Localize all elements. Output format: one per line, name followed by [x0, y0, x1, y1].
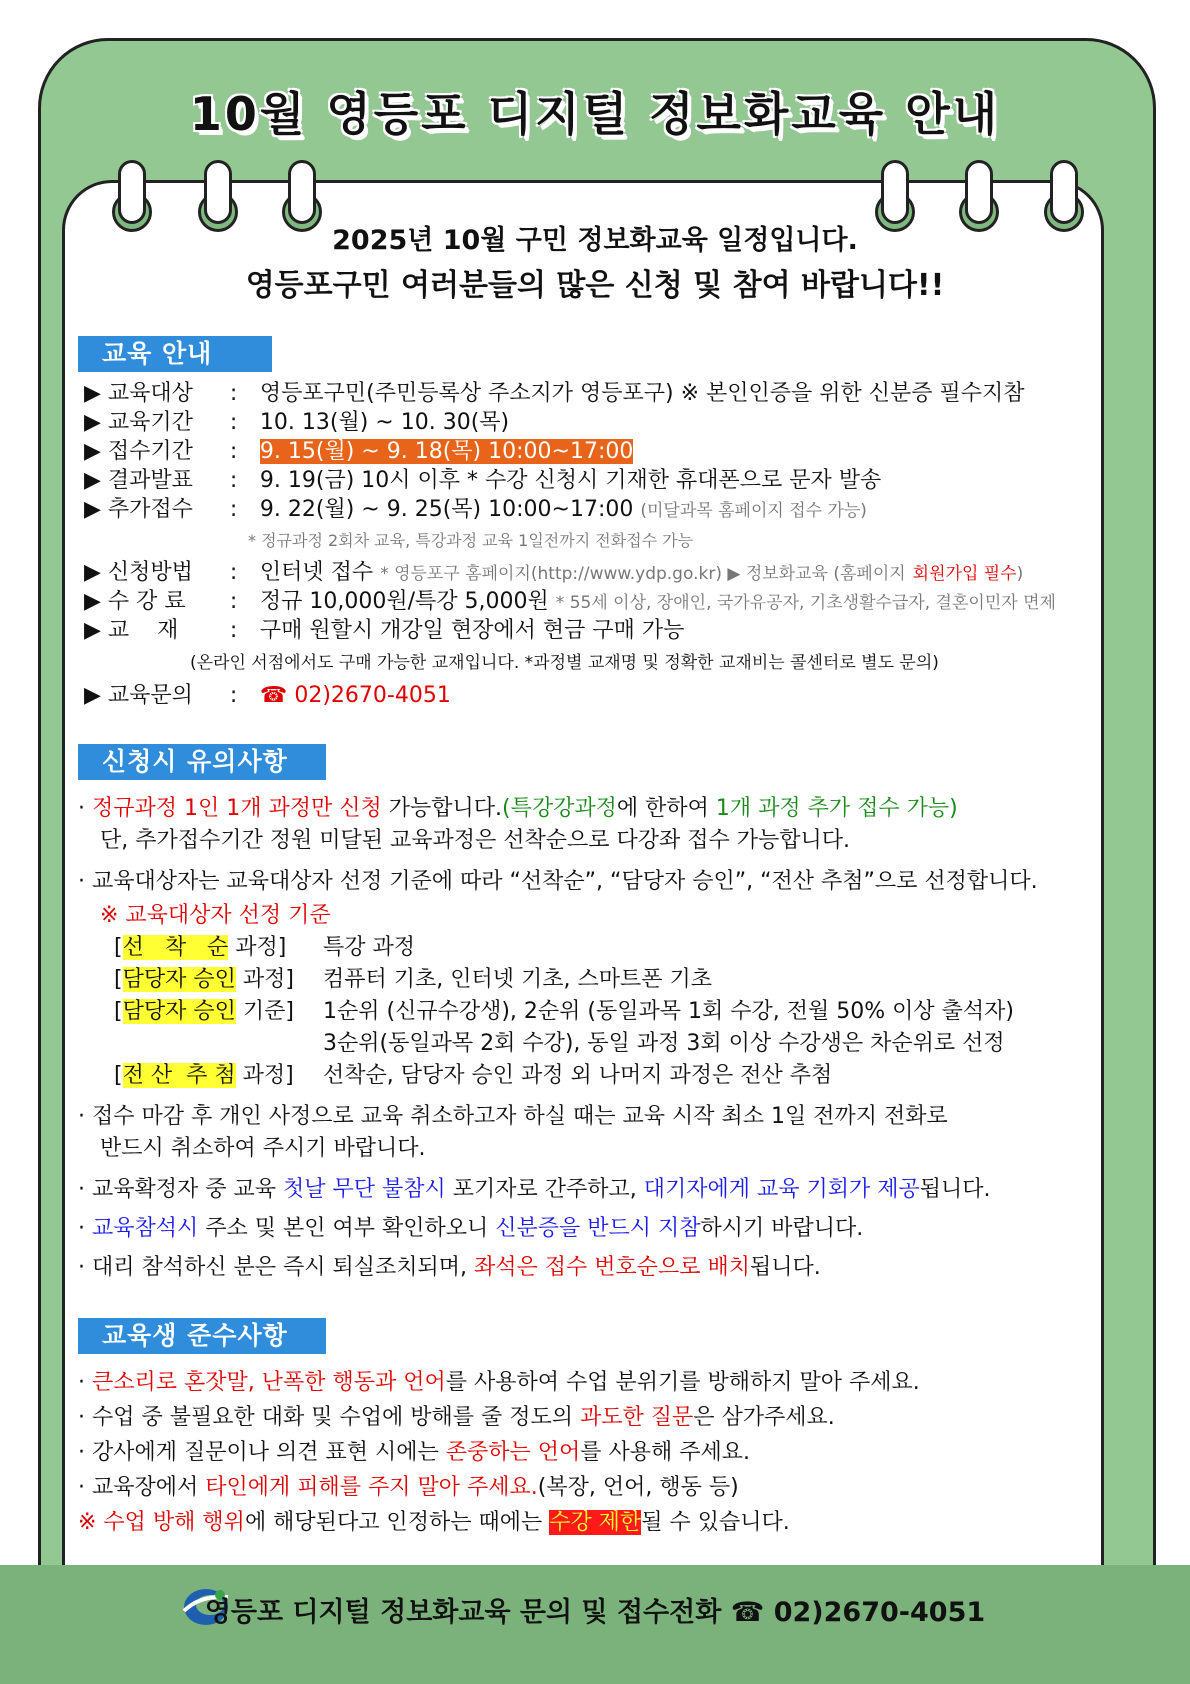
info-label: 접수기간: [107, 439, 193, 464]
info-note-book: (온라인 서점에서도 구매 가능한 교재입니다. *과정별 교재명 및 정확한 교재비는 콜센터로 별도 문의): [190, 653, 939, 673]
criteria-title: ※ 교육대상자 선정 기준: [100, 903, 331, 928]
info-label: 교 재: [107, 618, 179, 643]
criteria-row: [담당자 승인 기준]: [114, 999, 294, 1024]
binder-ring: [288, 160, 316, 224]
intro-line-1: 2025년 10월 구민 정보화교육 일정입니다.: [332, 225, 858, 256]
info-note: (미달과목 홈페이지 접수 가능): [640, 501, 867, 521]
info-value: 영등포구민(주민등록상 주소지가 영등포구) ※ 본인인증을 위한 신분증 필수지참: [259, 381, 1025, 406]
criteria-value: 선착순, 담당자 승인 과정 외 나머지 과정은 전산 추첨: [323, 1063, 833, 1088]
info-value: 정규 10,000원/특강 5,000원: [259, 589, 549, 614]
criteria-row: [전 산 추 첨 과정]: [114, 1063, 294, 1088]
caution-1: · 정규과정 1인 1개 과정만 신청 가능합니다.(특강강과정에 한하여 1개 과정 추가 접수 가능): [78, 796, 958, 821]
criteria-value: 특강 과정: [323, 935, 416, 960]
restriction-highlight: 수강 제한: [549, 1510, 642, 1535]
binder-ring: [118, 160, 146, 224]
info-row-target: ▶ 교육대상 : 영등포구민(주민등록상 주소지가 영등포구) ※ 본인인증을 위한 신분증 필수지참: [84, 381, 1025, 406]
info-row-contact: ▶ 교육문의 : ☎ 02)2670-4051: [84, 683, 451, 708]
criteria-row: [선 착 순 과정]: [114, 935, 287, 960]
info-value: 구매 원할시 개강일 현장에서 현금 구매 가능: [259, 618, 685, 643]
info-label: 수 강 료: [107, 589, 186, 614]
section-rules: 교육생 준수사항: [78, 1318, 326, 1354]
info-row-fee: ▶ 수 강 료 : 정규 10,000원/특강 5,000원 * 55세 이상, 장애인, 국가유공자, 기초생활수급자, 결혼이민자 면제: [84, 589, 1056, 614]
info-label: 추가접수: [107, 497, 193, 522]
info-label: 교육기간: [107, 410, 193, 435]
caution-2: · 교육대상자는 교육대상자 선정 기준에 따라 “선착순”, “담당자 승인”, “전산 추첨”으로 선정합니다.: [78, 869, 1038, 894]
section-cautions: 신청시 유의사항: [78, 744, 326, 780]
caution-6: · 대리 참석하신 분은 즉시 퇴실조치되며, 좌석은 접수 번호순으로 배치됩니다.: [78, 1255, 821, 1280]
info-row-reception: ▶ 접수기간 : 9. 15(월) ~ 9. 18(목) 10:00~17:00: [84, 439, 634, 464]
binder-ring: [881, 160, 909, 224]
criteria-value: 1순위 (신규수강생), 2순위 (동일과목 1회 수강, 전월 50% 이상 출석자): [323, 999, 1014, 1024]
info-row-period: ▶ 교육기간 : 10. 13(월) ~ 10. 30(목): [84, 410, 510, 435]
binder-ring: [204, 160, 232, 224]
info-label: 신청방법: [107, 560, 193, 585]
section-edu-info: 교육 안내: [78, 336, 272, 372]
criteria-value: 3순위(동일과목 2회 수강), 동일 과정 3회 이상 수강생은 차순위로 선정: [323, 1031, 1005, 1056]
contact-phone: ☎ 02)2670-4051: [259, 683, 451, 708]
caution-5: · 교육참석시 주소 및 본인 여부 확인하오니 신분증을 반드시 지참하시기 바랍니다.: [78, 1216, 864, 1241]
rule-2: · 수업 중 불필요한 대화 및 수업에 방해를 줄 정도의 과도한 질문은 삼가주세요.: [78, 1405, 835, 1430]
intro-line-2: 영등포구민 여러분들의 많은 신청 및 참여 바랍니다!!: [245, 268, 945, 303]
reception-highlight: 9. 15(월) ~ 9. 18(목) 10:00~17:00: [259, 439, 634, 464]
info-label: 교육문의: [107, 683, 193, 708]
rule-1: · 큰소리로 혼잣말, 난폭한 행동과 언어를 사용하여 수업 분위기를 방해하지 말아 주세요.: [78, 1370, 920, 1395]
info-label: 결과발표: [107, 468, 193, 493]
caution-1-line2: 단, 추가접수기간 정원 미달된 교육과정은 선착순으로 다강좌 접수 가능합니다.: [100, 828, 850, 853]
info-value: 10. 13(월) ~ 10. 30(목): [259, 410, 510, 435]
info-value: 9. 22(월) ~ 9. 25(목) 10:00~17:00: [259, 497, 634, 522]
rule-warning: ※ 수업 방해 행위에 해당된다고 인정하는 때에는 수강 제한될 수 있습니다.: [78, 1510, 790, 1535]
info-note-phone: * 정규과정 2회차 교육, 특강과정 교육 1일전까지 전화접수 가능: [248, 531, 694, 550]
info-row-book: ▶ 교 재 : 구매 원할시 개강일 현장에서 현금 구매 가능: [84, 618, 685, 643]
info-row-method: ▶ 신청방법 : 인터넷 접수 * 영등포구 홈페이지(http://www.ydp.go.kr) ▶ 정보화교육 (홈페이지 회원가입 필수): [84, 560, 1024, 585]
caution-3: · 접수 마감 후 개인 사정으로 교육 취소하고자 하실 때는 교육 시작 최소 1일 전까지 전화로: [78, 1104, 948, 1129]
info-row-result: ▶ 결과발표 : 9. 19(금) 10시 이후 * 수강 신청시 기재한 휴대폰으로 문자 발송: [84, 468, 882, 493]
info-value: 인터넷 접수: [259, 560, 374, 585]
rule-4: · 교육장에서 타인에게 피해를 주지 말아 주세요.(복장, 언어, 행동 등): [78, 1475, 739, 1500]
footer-contact: 영등포 디지털 정보화교육 문의 및 접수전화 ☎ 02)2670-4051: [204, 1597, 986, 1628]
rule-3: · 강사에게 질문이나 의견 표현 시에는 존중하는 언어를 사용해 주세요.: [78, 1440, 751, 1465]
info-value: 9. 19(금) 10시 이후 * 수강 신청시 기재한 휴대폰으로 문자 발송: [259, 468, 882, 493]
criteria-value: 컴퓨터 기초, 인터넷 기초, 스마트폰 기초: [323, 967, 712, 992]
info-row-extra: ▶ 추가접수 : 9. 22(월) ~ 9. 25(목) 10:00~17:00 (미달과목 홈페이지 접수 가능): [84, 497, 867, 522]
binder-ring: [965, 160, 993, 224]
caution-3-line2: 반드시 취소하여 주시기 바랍니다.: [100, 1136, 426, 1161]
criteria-row: [담당자 승인 과정]: [114, 967, 294, 992]
binder-ring: [1050, 160, 1078, 224]
page-title: 10월 영등포 디지털 정보화교육 안내: [189, 87, 1001, 141]
caution-4: · 교육확정자 중 교육 첫날 무단 불참시 포기자로 간주하고, 대기자에게 교육 기회가 제공됩니다.: [78, 1177, 991, 1202]
info-label: 교육대상: [107, 381, 193, 406]
